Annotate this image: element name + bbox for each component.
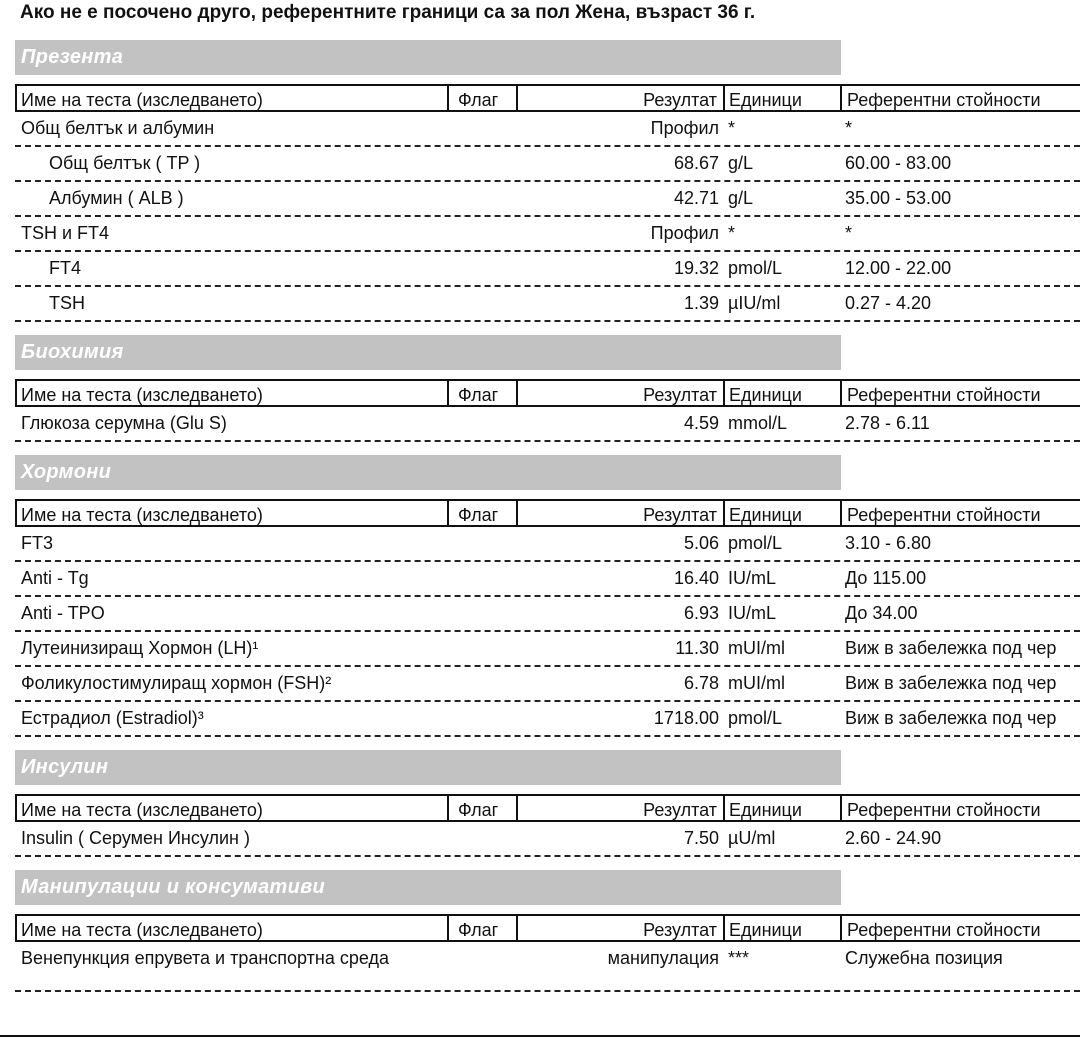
test-units: IU/mL <box>728 568 777 588</box>
table-header <box>15 914 1080 942</box>
header-units: Единици <box>729 90 802 110</box>
test-reference: 3.10 - 6.80 <box>845 533 932 553</box>
test-units: µU/ml <box>728 828 776 848</box>
test-result: манипулация <box>607 948 719 968</box>
test-name: FT4 <box>49 258 82 278</box>
test-units: g/L <box>728 188 754 208</box>
test-result: 6.78 <box>683 673 719 693</box>
test-result: 16.40 <box>673 568 719 588</box>
test-result: 5.06 <box>683 533 719 553</box>
header-flag: Флаг <box>458 385 499 405</box>
table-row <box>15 632 1080 667</box>
table-header <box>15 499 1080 527</box>
header-flag: Флаг <box>458 505 499 525</box>
header-result: Резултат <box>643 505 717 525</box>
test-reference: Виж в забележка под чер <box>845 638 1057 658</box>
test-result: 42.71 <box>673 188 719 208</box>
test-name: Общ белтък ( TP ) <box>49 153 201 173</box>
test-reference: 0.27 - 4.20 <box>845 293 932 313</box>
test-result: 4.59 <box>683 413 719 433</box>
header-result: Резултат <box>643 90 717 110</box>
table-row <box>15 147 1080 182</box>
table-row <box>15 562 1080 597</box>
test-reference: До 115.00 <box>845 568 927 588</box>
header-reference: Референтни стойности <box>847 920 1041 940</box>
page-bottom-divider <box>0 1035 1080 1037</box>
table-row <box>15 252 1080 287</box>
test-reference: * <box>845 118 853 138</box>
test-reference: Виж в забележка под чер <box>845 708 1057 728</box>
header-units: Единици <box>729 800 802 820</box>
test-result: Профил <box>650 223 719 243</box>
test-units: * <box>728 118 736 138</box>
test-units: pmol/L <box>728 258 783 278</box>
test-result: Профил <box>650 118 719 138</box>
test-result: 68.67 <box>673 153 719 173</box>
test-reference: 2.60 - 24.90 <box>845 828 942 848</box>
reference-note: Ако не е посочено друго, референтните граници са за пол Жена, възраст 36 г. <box>20 2 756 23</box>
table-row <box>15 527 1080 562</box>
test-reference: 12.00 - 22.00 <box>845 258 952 278</box>
header-flag: Флаг <box>458 800 499 820</box>
header-name: Име на теста (изследването) <box>21 505 263 525</box>
test-name: TSH <box>49 293 85 313</box>
test-units: pmol/L <box>728 533 783 553</box>
section-title-prezenta: Презента <box>15 40 841 75</box>
test-units: * <box>728 223 736 243</box>
test-units: mUI/ml <box>728 638 785 658</box>
header-flag: Флаг <box>458 920 499 940</box>
test-units: IU/mL <box>728 603 777 623</box>
test-reference: До 34.00 <box>845 603 918 623</box>
header-units: Единици <box>729 505 802 525</box>
header-reference: Референтни стойности <box>847 90 1041 110</box>
test-reference: Служебна позиция <box>845 948 1003 968</box>
table-row <box>15 112 1080 147</box>
section-title-insulin: Инсулин <box>15 750 841 785</box>
table-row <box>15 597 1080 632</box>
test-name: Фоликулостимулиращ хормон (FSH)² <box>21 673 332 693</box>
test-reference: * <box>845 223 853 243</box>
header-reference: Референтни стойности <box>847 505 1041 525</box>
test-units: mUI/ml <box>728 673 785 693</box>
table-header <box>15 379 1080 407</box>
header-name: Име на теста (изследването) <box>21 800 263 820</box>
test-units: *** <box>728 948 750 968</box>
test-name: TSH и FT4 <box>21 223 110 243</box>
test-units: pmol/L <box>728 708 783 728</box>
test-reference: 60.00 - 83.00 <box>845 153 952 173</box>
test-result: 6.93 <box>683 603 719 623</box>
test-name: Anti - TPO <box>21 603 105 623</box>
test-result: 1718.00 <box>653 708 719 728</box>
header-units: Единици <box>729 385 802 405</box>
test-result: 1.39 <box>683 293 719 313</box>
test-name: Глюкоза серумна (Glu S) <box>21 413 227 433</box>
test-reference: 35.00 - 53.00 <box>845 188 952 208</box>
section-title-hormones: Хормони <box>15 455 841 490</box>
table-row <box>15 667 1080 702</box>
table-row <box>15 182 1080 217</box>
header-flag: Флаг <box>458 90 499 110</box>
header-reference: Референтни стойности <box>847 800 1041 820</box>
test-units: mmol/L <box>728 413 788 433</box>
test-name: Общ белтък и албумин <box>21 118 215 138</box>
table-row <box>15 942 1080 992</box>
test-reference: Виж в забележка под чер <box>845 673 1057 693</box>
test-result: 19.32 <box>673 258 719 278</box>
table-row <box>15 822 1080 857</box>
header-name: Име на теста (изследването) <box>21 920 263 940</box>
test-name: Естрадиол (Estradiol)³ <box>21 708 204 728</box>
table-header <box>15 84 1080 112</box>
table-header <box>15 794 1080 822</box>
table-row <box>15 407 1080 442</box>
header-result: Резултат <box>643 920 717 940</box>
test-name: Венепункция епрувета и транспортна среда <box>21 948 390 968</box>
table-row <box>15 702 1080 737</box>
section-title-biochemistry: Биохимия <box>15 335 841 370</box>
header-name: Име на теста (изследването) <box>21 385 263 405</box>
test-name: FT3 <box>21 533 54 553</box>
test-units: g/L <box>728 153 754 173</box>
table-row <box>15 217 1080 252</box>
test-name: Лутеинизиращ Хормон (LH)¹ <box>21 638 259 658</box>
test-name: Anti - Tg <box>21 568 89 588</box>
header-result: Резултат <box>643 800 717 820</box>
test-result: 11.30 <box>675 638 719 658</box>
test-name: Insulin ( Серумен Инсулин ) <box>21 828 250 848</box>
header-reference: Референтни стойности <box>847 385 1041 405</box>
test-name: Албумин ( ALB ) <box>49 188 184 208</box>
header-units: Единици <box>729 920 802 940</box>
header-name: Име на теста (изследването) <box>21 90 263 110</box>
test-units: µIU/ml <box>728 293 781 313</box>
test-result: 7.50 <box>683 828 719 848</box>
header-result: Резултат <box>643 385 717 405</box>
table-row <box>15 287 1080 322</box>
section-title-manipulations: Манипулации и консумативи <box>15 870 841 905</box>
test-reference: 2.78 - 6.11 <box>845 413 930 433</box>
